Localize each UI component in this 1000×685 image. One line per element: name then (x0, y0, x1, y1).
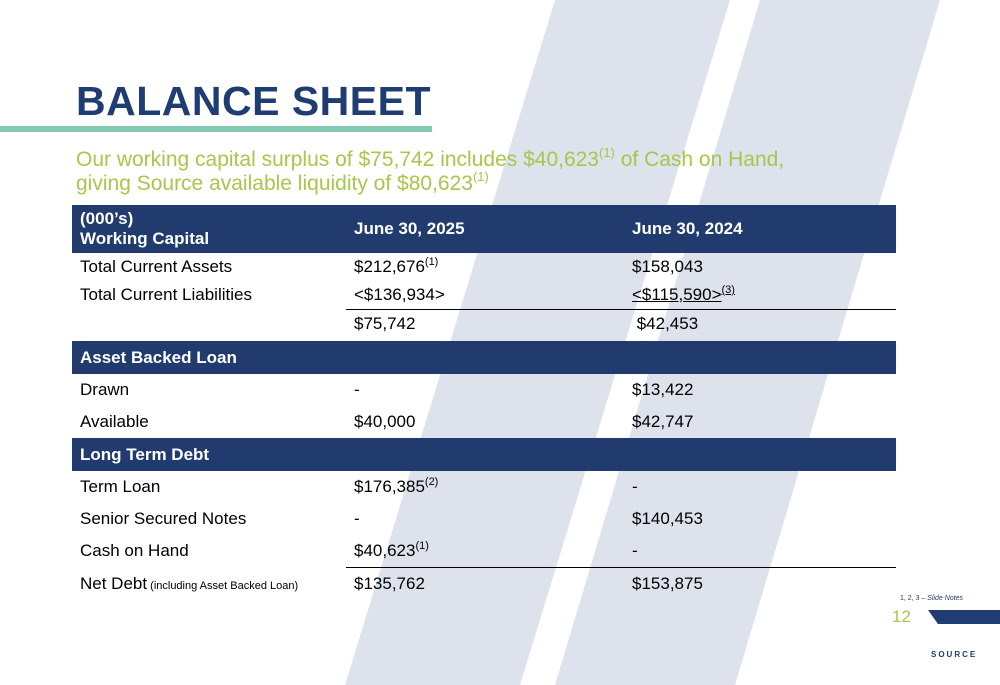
slide-notes-reference (900, 595, 963, 602)
row-label: Available (80, 412, 149, 431)
row-label: Cash on Hand (80, 541, 189, 561)
value-2024: $42,747 (632, 412, 694, 431)
working-capital-label: Working Capital (80, 229, 210, 248)
row-label (72, 568, 346, 601)
section-long-term-debt: Long Term Debt (72, 438, 896, 471)
footnote-marker: (2) (424, 476, 439, 488)
table-row (72, 253, 896, 281)
subtitle (76, 145, 876, 196)
table-row (72, 406, 896, 438)
footnote-marker: (3) (721, 284, 735, 296)
table-row (72, 471, 896, 503)
value-2024: $140,453 (632, 509, 703, 528)
value-2024: $153,875 (624, 568, 896, 601)
corner-accent (928, 610, 1000, 624)
table-row (72, 281, 896, 310)
row-label: Term Loan (80, 477, 161, 496)
subtitle-line1-end: of Cash on Hand, (614, 148, 785, 171)
footnote-marker: (1) (424, 256, 439, 268)
footnote-marker: (1) (472, 169, 489, 184)
header-col-2024: June 30, 2024 (624, 205, 896, 253)
value-2025: $75,742 (346, 310, 624, 339)
notes-text: Slide Notes (927, 595, 964, 602)
balance-sheet-table (72, 205, 896, 600)
value-text: $158,043 (632, 257, 703, 276)
page-title: BALANCE SHEET (76, 78, 432, 124)
section-header-row (72, 341, 896, 374)
title-underline (0, 126, 432, 132)
table-row (72, 535, 896, 568)
footnote-marker: (1) (599, 145, 615, 160)
net-debt-label: Net Debt (80, 573, 148, 593)
value-text: <$115,590> (632, 285, 722, 304)
value-2025: - (354, 509, 360, 528)
footnote-marker: (1) (415, 540, 429, 552)
header-label-cell (72, 205, 346, 253)
table-row-subtotal (72, 310, 896, 339)
value-2024: - (632, 477, 638, 496)
notes-prefix: 1, 2, 3 – (900, 595, 928, 602)
value-2025 (346, 535, 624, 568)
value-2025 (346, 253, 624, 281)
value-text: $40,623 (354, 541, 416, 560)
row-label: Total Current Assets (80, 257, 233, 276)
value-text: <$136,934> (354, 285, 445, 304)
value-2024 (624, 253, 896, 281)
value-2024: $13,422 (632, 380, 694, 399)
units-label: (000’s) (80, 209, 134, 228)
row-label: Senior Secured Notes (80, 509, 247, 528)
value-2024 (624, 281, 896, 310)
row-label (72, 310, 346, 339)
value-2025: $135,762 (346, 568, 624, 601)
subtitle-line1: Our working capital surplus of $75,742 includes $40,623 (76, 148, 599, 171)
value-2024: $42,453 (624, 310, 896, 339)
value-2025 (346, 281, 624, 310)
header-col-2025: June 30, 2025 (346, 205, 624, 253)
value-text: $176,385 (354, 477, 425, 496)
value-2025 (346, 471, 624, 503)
table-header-row (72, 205, 896, 253)
table-row (72, 374, 896, 406)
value-text: $212,676 (354, 257, 425, 276)
net-debt-qualifier: (including Asset Backed Loan) (147, 579, 299, 592)
section-asset-backed-loan: Asset Backed Loan (72, 341, 896, 374)
value-2024: - (632, 541, 638, 560)
section-header-row (72, 438, 896, 471)
table-row-net-debt (72, 568, 896, 601)
brand-logo: SOURCE (931, 650, 978, 659)
value-2025: - (354, 380, 360, 399)
table-row (72, 503, 896, 535)
page-number: 12 (892, 607, 911, 626)
row-label: Total Current Liabilities (80, 285, 252, 305)
value-2025: $40,000 (354, 412, 416, 431)
row-label: Drawn (80, 380, 130, 399)
subtitle-line2: giving Source available liquidity of $80,623 (76, 172, 473, 195)
